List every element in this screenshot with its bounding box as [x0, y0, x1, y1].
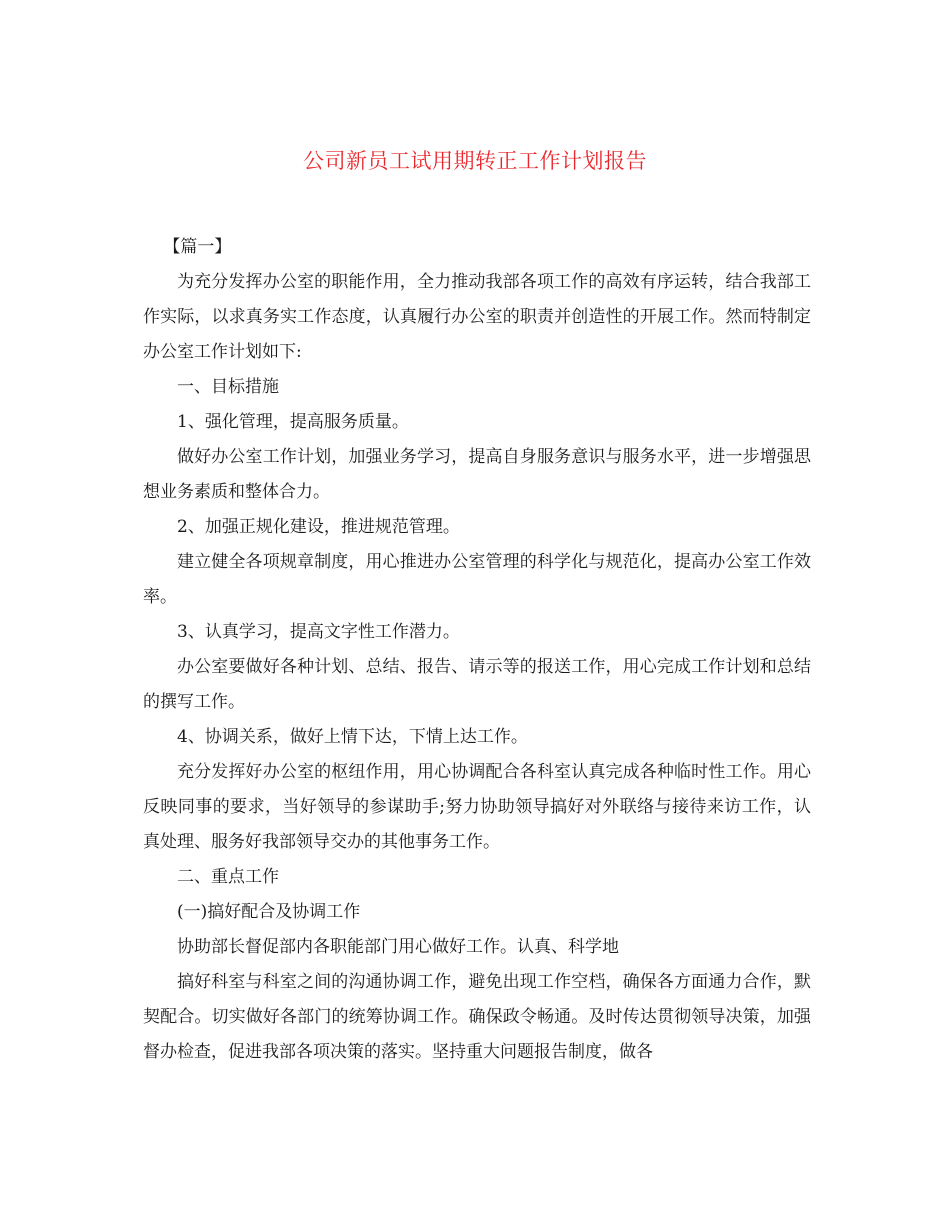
item-1-body: 做好办公室工作计划，加强业务学习，提高自身服务意识与服务水平，进一步增强思想业务素质和整体合力。 [143, 447, 811, 502]
item-2-heading: 2、加强正规化建设，推进规范管理。 [177, 517, 460, 537]
document-body [143, 230, 811, 1070]
item-2-body: 建立健全各项规章制度，用心推进办公室管理的科学化与规范化，提高办公室工作效率。 [143, 552, 811, 607]
subheading-coordination: (一)搞好配合及协调工作 [177, 902, 361, 922]
item-4-body: 充分发挥好办公室的枢纽作用，用心协调配合各科室认真完成各种临时性工作。用心反映同事的要求，当好领导的参谋助手;努力协助领导搞好对外联络与接待来访工作，认真处理、服务好我部领导交办的其他事务工作。 [143, 762, 811, 852]
heading-goals: 一、目标措施 [177, 377, 279, 397]
item-1-heading: 1、强化管理，提高服务质量。 [177, 412, 409, 432]
paragraph-coordination-1: 协助部长督促部内各职能部门用心做好工作。认真、科学地 [177, 937, 619, 957]
paragraph-intro: 为充分发挥办公室的职能作用，全力推动我部各项工作的高效有序运转，结合我部工作实际，以求真务实工作态度，认真履行办公室的职责并创造性的开展工作。然而特制定办公室工作计划如下: [143, 272, 811, 362]
item-3-body: 办公室要做好各种计划、总结、报告、请示等的报送工作，用心完成工作计划和总结的撰写工作。 [143, 657, 811, 712]
paragraph-coordination-2: 搞好科室与科室之间的沟通协调工作，避免出现工作空档，确保各方面通力合作，默契配合。切实做好各部门的统筹协调工作。确保政令畅通。及时传达贯彻领导决策，加强督办检查，促进我部各项决策的落实。坚持重大问题报告制度，做各 [143, 972, 811, 1062]
item-3-heading: 3、认真学习，提高文字性工作潜力。 [177, 622, 460, 642]
section-label: 【篇一】 [163, 237, 232, 257]
item-4-heading: 4、协调关系，做好上情下达，下情上达工作。 [177, 727, 528, 747]
document-title: 公司新员工试用期转正工作计划报告 [303, 149, 647, 173]
heading-key-work: 二、重点工作 [177, 867, 279, 887]
